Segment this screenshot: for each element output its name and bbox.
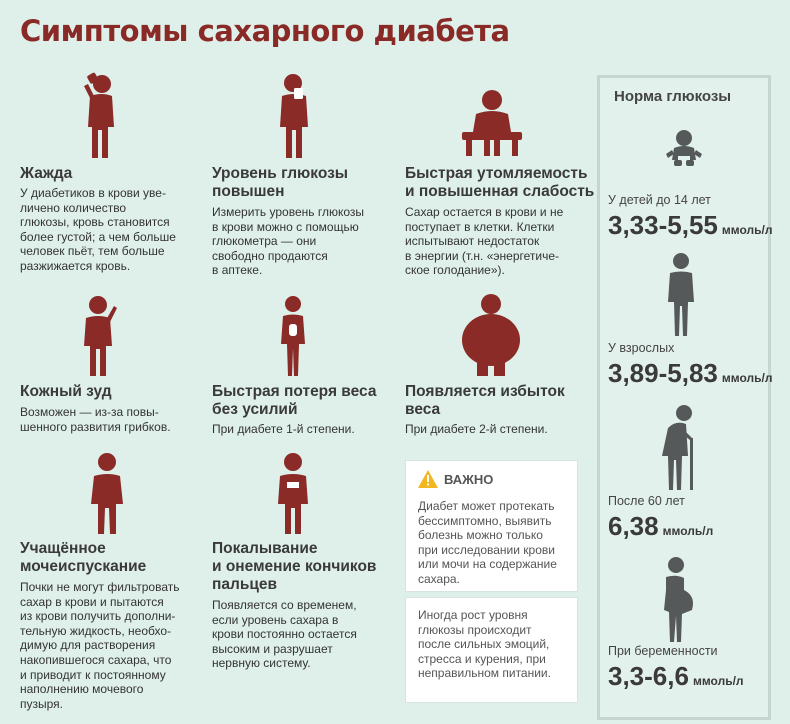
glucometer-person-icon	[276, 72, 316, 158]
symptom-title-fatigue: Быстрая утомляемость и повышенная слабость	[405, 165, 595, 200]
norm-label-children: У детей до 14 лет	[608, 193, 711, 207]
symptom-desc-glucose: Измерить уровень глюкозы в крови можно с помощью глюкометра — они свободно продаются в аптеке.	[212, 205, 365, 278]
norm-value-adults: 3,89-5,83 ммоль/л	[608, 358, 773, 388]
symptom-title-weight-gain: Появляется избыток веса	[405, 383, 565, 418]
norm-value-over60: 6,38 ммоль/л	[608, 511, 714, 541]
symptom-title-weight-loss: Быстрая потеря веса без усилий	[212, 383, 377, 418]
elderly-icon	[658, 404, 702, 495]
numbness-person-icon	[273, 452, 313, 534]
symptom-desc-fatigue: Сахар остается в крови и не поступает в клетки. Клетки испытывают недостаток в энергии (т.н. «энергетиче- ское голодание»).	[405, 205, 564, 278]
warning-text: Диабет может протекать бессимптомно, выявить болезнь можно только при исследовании крови или мочи на содержание сахара.	[418, 499, 557, 586]
tired-person-icon	[462, 88, 522, 158]
norm-label-adults: У взрослых	[608, 341, 675, 355]
urination-person-icon	[86, 452, 130, 534]
symptom-title-glucose: Уровень глюкозы повышен	[212, 165, 349, 200]
warning-heading: ВАЖНО	[444, 472, 494, 487]
pregnant-icon	[660, 556, 700, 647]
adult-icon	[666, 252, 696, 341]
warning-icon	[418, 470, 438, 493]
norm-value-pregnancy: 3,3-6,6 ммоль/л	[608, 661, 744, 691]
warning-box	[405, 460, 578, 592]
symptom-desc-weight-gain: При диабете 2-й степени.	[405, 422, 548, 436]
glucose-norm-panel	[597, 75, 771, 720]
note-box	[405, 597, 578, 703]
baby-icon	[662, 130, 706, 175]
symptom-desc-urination: Почки не могут фильтровать сахар в крови и пытаются из крови получить дополни- тельную жидкость, необхо- димую для растворения накопившегося сахара, что и приводит к постоянному наполнению мочевого пузыря.	[20, 580, 180, 711]
symptom-title-thirst: Жажда	[20, 165, 73, 182]
symptom-title-urination: Учащённое мочеиспускание	[20, 540, 147, 575]
symptom-desc-weight-loss: При диабете 1-й степени.	[212, 422, 355, 436]
panel-title: Норма глюкозы	[614, 88, 732, 105]
norm-value-children: 3,33-5,55 ммоль/л	[608, 210, 773, 240]
note-text: Иногда рост уровня глюкозы происходит после сильных эмоций, стресса и курения, при неправильном питании.	[418, 608, 551, 681]
thin-person-icon	[276, 294, 310, 376]
symptom-desc-numbness: Появляется со временем, если уровень сахара в крови постоянно остается высоким и разрушает нервную систему.	[212, 598, 357, 671]
page-title: Симптомы сахарного диабета	[20, 14, 510, 48]
norm-label-pregnancy: При беременности	[608, 644, 718, 658]
norm-label-over60: После 60 лет	[608, 494, 685, 508]
symptom-desc-thirst: У диабетиков в крови уве- личено количество глюкозы, кровь становится более густой; а чем больше человек пьёт, тем больше разжижается кровь.	[20, 186, 176, 273]
norm-unit: ммоль/л	[721, 223, 773, 237]
symptom-title-itch: Кожный зуд	[20, 383, 112, 400]
overweight-person-icon	[461, 292, 521, 376]
symptom-title-numbness: Покалывание и онемение кончиков пальцев	[212, 540, 377, 593]
drinking-person-icon	[80, 72, 120, 158]
symptom-desc-itch: Возможен — из-за повы- шенного развития грибков.	[20, 405, 171, 434]
itching-person-icon	[78, 294, 118, 376]
